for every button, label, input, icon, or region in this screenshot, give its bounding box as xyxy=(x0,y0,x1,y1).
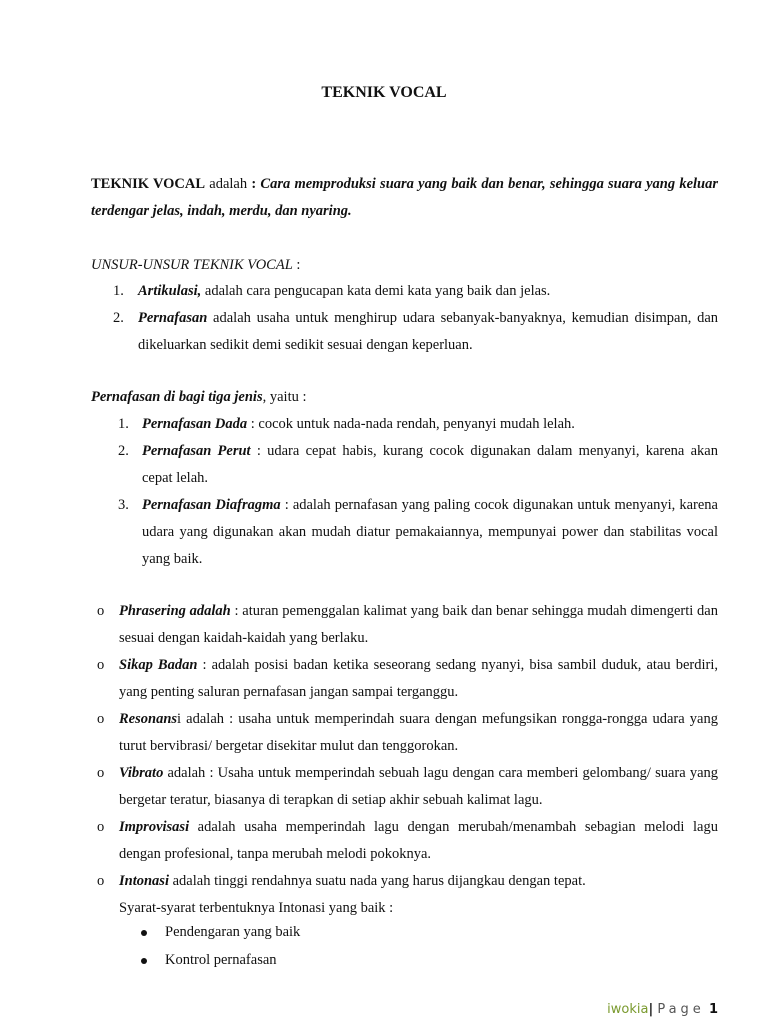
bullet-circle: o xyxy=(97,873,105,889)
list-number: 1. xyxy=(113,283,124,299)
bullet-circle: o xyxy=(97,765,105,781)
list-term: Vibrato xyxy=(119,765,164,781)
list-term: Intonasi xyxy=(119,873,169,889)
intro-paragraph xyxy=(91,171,718,225)
intro-term: TEKNIK VOCAL xyxy=(91,176,206,192)
list-term: Sikap Badan xyxy=(119,657,198,673)
list-item xyxy=(165,947,665,974)
unsur-heading-suffix: : xyxy=(292,257,301,273)
list-item xyxy=(97,814,718,868)
bullet-circle: o xyxy=(97,657,105,673)
list-term: Phrasering adalah xyxy=(119,603,231,619)
list-item xyxy=(97,760,718,814)
footer-page-number: 1 xyxy=(708,1002,718,1017)
list-term: Improvisasi xyxy=(119,819,190,835)
list-term: Pernafasan Dada xyxy=(142,416,248,432)
list-term: Artikulasi, xyxy=(138,283,202,299)
list-number: 2. xyxy=(118,443,129,459)
footer-page-word: Page xyxy=(657,1002,705,1017)
list-item xyxy=(91,278,718,305)
list-text: Pendengaran yang baik xyxy=(165,924,301,940)
footer-brand: iwokia xyxy=(607,1002,649,1017)
pernafasan-heading xyxy=(91,384,718,411)
list-item xyxy=(91,411,718,438)
syarat-intro: Syarat-syarat terbentuknya Intonasi yang baik : xyxy=(119,900,394,916)
bullet-circle: o xyxy=(97,603,105,619)
list-text: Kontrol pernafasan xyxy=(165,952,277,968)
list-text: : aturan pemenggalan kalimat yang baik dan benar sehingga mudah dimengerti dan sesuai dengan kaidah-kaidah yang berlaku. xyxy=(119,603,718,646)
list-number: 2. xyxy=(113,310,124,326)
list-term: Pernafasan Diafragma xyxy=(142,497,281,513)
list-item xyxy=(97,706,718,760)
list-term: Resonans xyxy=(119,711,178,727)
list-item xyxy=(165,919,665,946)
list-term: Pernafasan xyxy=(138,310,208,326)
list-text: : adalah posisi badan ketika seseorang sedang nyanyi, bisa sambil duduk, atau berdiri, yang penting saluran pernafasan jangan sampai terganggu. xyxy=(119,657,718,700)
list-text: adalah tinggi rendahnya suatu nada yang harus dijangkau dengan tepat. xyxy=(168,873,586,889)
list-text: : adalah pernafasan yang paling cocok digunakan untuk menyanyi, karena udara yang digunakan akan mudah diatur pemakaiannya, mempunyai power dan stabilitas vocal yang baik. xyxy=(142,497,718,567)
unsur-heading-text: UNSUR-UNSUR TEKNIK VOCAL xyxy=(91,257,293,273)
intro-connector: adalah xyxy=(205,176,252,192)
bullet-dot-icon xyxy=(141,930,147,936)
unsur-list xyxy=(91,278,718,359)
intro-definition: Cara memproduksi suara yang baik dan benar, sehingga suara yang keluar terdengar jelas, indah, merdu, dan nyaring. xyxy=(91,176,719,219)
list-item xyxy=(91,438,718,492)
intro-colon: : xyxy=(251,176,257,192)
pernafasan-list xyxy=(91,411,718,573)
pernafasan-heading-suffix: , yaitu : xyxy=(262,389,307,405)
bullet-dot-icon xyxy=(141,958,147,964)
other-list xyxy=(97,598,718,922)
syarat-list xyxy=(165,919,665,974)
pernafasan-heading-text: Pernafasan di bagi tiga jenis xyxy=(91,389,263,405)
list-item xyxy=(97,868,718,895)
list-item xyxy=(91,305,718,359)
list-text: : cocok untuk nada-nada rendah, penyanyi mudah lelah. xyxy=(247,416,575,432)
list-text: adalah usaha untuk menghirup udara sebanyak-banyaknya, kemudian disimpan, dan dikeluarkan sedikit demi sedikit sesuai dengan keperluan. xyxy=(138,310,718,353)
list-number: 3. xyxy=(118,497,129,513)
unsur-heading xyxy=(91,252,718,279)
list-item xyxy=(97,598,718,652)
list-text: adalah usaha memperindah lagu dengan merubah/menambah sebagian melodi lagu dengan profesional, tanpa merubah melodi pokoknya. xyxy=(119,819,718,862)
list-text: i adalah : usaha untuk memperindah suara dengan mefungsikan rongga-rongga udara yang turut bervibrasi/ bergetar disekitar mulut dan tenggorokan. xyxy=(119,711,718,754)
bullet-circle: o xyxy=(97,819,105,835)
footer-separator: | xyxy=(648,1002,654,1017)
list-text: adalah cara pengucapan kata demi kata yang baik dan jelas. xyxy=(201,283,551,299)
list-number: 1. xyxy=(118,416,129,432)
list-item xyxy=(91,492,718,573)
list-text: adalah : Usaha untuk memperindah sebuah lagu dengan cara memberi gelombang/ suara yang bergetar teratur, biasanya di terapkan di setiap akhir sebuah kalimat lagu. xyxy=(119,765,718,808)
list-term: Pernafasan Perut xyxy=(142,443,251,459)
list-item xyxy=(97,652,718,706)
list-text: : udara cepat habis, kurang cocok digunakan dalam menyanyi, karena akan cepat lelah. xyxy=(142,443,718,486)
page-footer xyxy=(607,1002,718,1017)
bullet-circle: o xyxy=(97,711,105,727)
page-title: TEKNIK VOCAL xyxy=(321,84,447,101)
